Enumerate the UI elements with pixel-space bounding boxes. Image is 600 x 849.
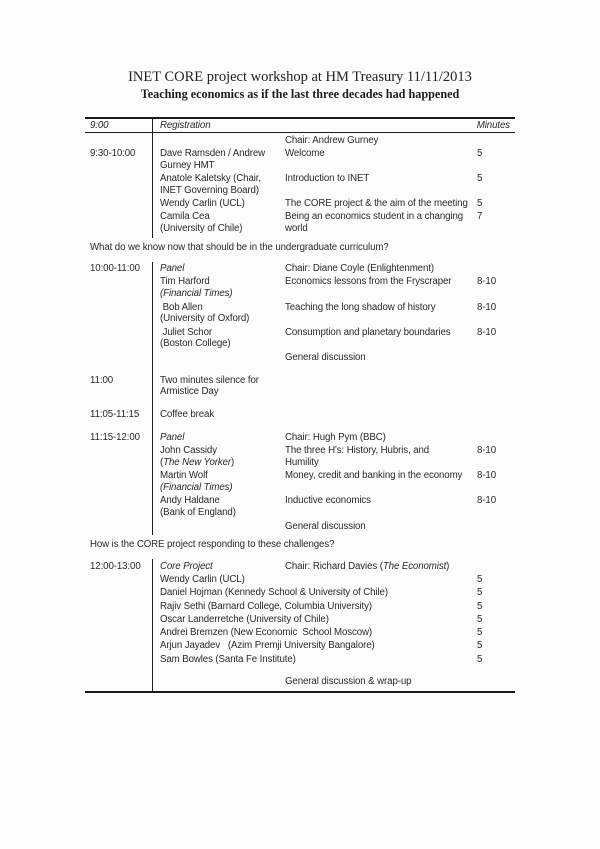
entry-topic xyxy=(277,432,459,444)
entry-time xyxy=(85,375,152,399)
entry-speaker xyxy=(152,432,277,444)
text: John Cassidy xyxy=(160,445,217,457)
entry-topic xyxy=(277,470,463,494)
text-line xyxy=(285,470,463,482)
entry-speaker xyxy=(152,173,277,197)
text: (University of Oxford) xyxy=(160,313,250,325)
text: ) xyxy=(446,560,450,572)
text-line xyxy=(90,432,152,444)
text: Juliet Schor xyxy=(160,326,213,338)
text-line xyxy=(160,601,459,613)
table-body xyxy=(85,133,515,691)
text-line xyxy=(285,457,459,469)
entry-speaker-topic xyxy=(152,574,459,586)
text: Coffee break xyxy=(160,409,215,421)
entry-speaker xyxy=(152,375,277,399)
text-line xyxy=(160,302,277,314)
table-header-row xyxy=(85,119,515,132)
text-line xyxy=(477,614,515,626)
text-line xyxy=(285,211,464,223)
text-line xyxy=(90,409,152,421)
entry-minutes xyxy=(459,561,515,573)
text: 8-10 xyxy=(477,326,496,338)
entry-minutes xyxy=(459,375,515,399)
text-line xyxy=(160,654,459,666)
text: ( xyxy=(160,457,164,469)
entry-time xyxy=(85,574,152,586)
entry-speaker xyxy=(152,327,277,351)
entry-minutes xyxy=(459,587,515,599)
text: 8-10 xyxy=(477,445,496,457)
text-line xyxy=(285,148,459,160)
schedule-entry xyxy=(85,601,515,613)
entry-topic xyxy=(277,676,459,688)
text: world xyxy=(285,223,308,235)
entry-time xyxy=(85,561,152,573)
text: Camila Cea xyxy=(160,211,210,223)
italic-text: The Economist xyxy=(382,560,447,572)
header-time: 9:00 xyxy=(90,120,109,131)
text: Oscar Landerretche (University of Chile) xyxy=(160,613,329,625)
text-line xyxy=(90,263,152,275)
entry-topic xyxy=(277,197,468,210)
text-line xyxy=(160,185,277,197)
text: 5 xyxy=(477,640,483,652)
text: INET Governing Board) xyxy=(160,184,259,196)
text-line xyxy=(160,561,277,573)
text: 11:05-11:15 xyxy=(90,409,140,421)
entry-speaker xyxy=(152,495,277,519)
entry-time xyxy=(85,352,152,364)
entry-time xyxy=(85,409,152,421)
section-heading xyxy=(90,539,515,551)
entry-topic xyxy=(277,375,459,399)
text-line xyxy=(160,409,277,421)
column-divider xyxy=(152,133,153,238)
text: (Bank of England) xyxy=(160,507,236,519)
entry-time xyxy=(85,432,152,444)
text: Chair: Andrew Gurney xyxy=(285,134,379,146)
entry-speaker xyxy=(152,521,277,533)
text-line xyxy=(160,614,459,626)
text: What do we know now that should be in the undergraduate curriculum? xyxy=(90,241,389,253)
schedule-entry xyxy=(85,409,515,421)
italic-text: Core Project xyxy=(160,560,213,572)
text-line xyxy=(160,338,277,350)
entry-minutes xyxy=(459,198,515,210)
italic-text: (Financial Times) xyxy=(160,482,233,494)
text: Welcome xyxy=(285,147,325,159)
text-line xyxy=(285,327,459,339)
text-line xyxy=(160,276,277,288)
text: Rajiv Sethi (Barnard College, Columbia University) xyxy=(160,600,372,612)
schedule-entry xyxy=(85,470,515,494)
schedule-entry xyxy=(85,521,515,533)
text: Money, credit and banking in the economy xyxy=(285,470,463,482)
entry-minutes xyxy=(459,640,515,652)
text: The three H's: History, Hubris, and xyxy=(285,445,430,457)
italic-text: Panel xyxy=(160,263,185,275)
text-line xyxy=(285,135,459,147)
entry-minutes xyxy=(459,327,515,351)
entry-speaker xyxy=(152,198,277,210)
header-registration: Registration xyxy=(160,120,211,131)
text: (Boston College) xyxy=(160,338,231,350)
text: Economics lessons from the Fryscraper xyxy=(285,276,452,288)
schedule-table xyxy=(85,117,515,693)
text: 5 xyxy=(477,573,483,585)
text: General discussion & wrap-up xyxy=(285,676,412,688)
entry-speaker xyxy=(152,148,277,172)
text-line xyxy=(160,173,277,185)
text: How is the CORE project responding to these challenges? xyxy=(90,539,335,551)
entry-minutes xyxy=(459,574,515,586)
text: 5 xyxy=(477,613,483,625)
entry-time xyxy=(85,327,152,351)
text: Martin Wolf xyxy=(160,470,208,482)
text: 5 xyxy=(477,172,483,184)
column-divider xyxy=(152,559,153,691)
text: Dave Ramsden / Andrew xyxy=(160,147,266,159)
text: Sam Bowles (Santa Fe Institute) xyxy=(160,653,296,665)
text-line xyxy=(285,432,459,444)
schedule-entry xyxy=(85,627,515,639)
text-line xyxy=(477,601,515,613)
text-line xyxy=(285,302,459,314)
text-line xyxy=(477,302,515,314)
text: 5 xyxy=(477,627,483,639)
entry-topic xyxy=(277,495,459,519)
text-line xyxy=(477,173,515,185)
text: Chair: Diane Coyle (Enlightenment) xyxy=(285,263,434,275)
text: 8-10 xyxy=(477,301,496,313)
text-line xyxy=(160,432,277,444)
text: Anatole Kaletsky (Chair, xyxy=(160,172,261,184)
entry-topic xyxy=(277,148,459,172)
text: Humility xyxy=(285,457,319,469)
schedule-entry xyxy=(85,211,515,235)
schedule-entry xyxy=(85,432,515,444)
schedule-entry xyxy=(85,375,515,399)
entry-speaker xyxy=(152,409,277,421)
text-line xyxy=(285,223,459,235)
text: 9:30-10:00 xyxy=(90,147,136,159)
schedule-entry xyxy=(85,276,515,300)
entry-topic xyxy=(277,173,459,197)
entry-time xyxy=(85,173,152,197)
text-line xyxy=(160,223,277,235)
text: 11:00 xyxy=(90,374,114,386)
text-line xyxy=(90,561,152,573)
schedule-entry xyxy=(85,640,515,652)
entry-minutes xyxy=(459,352,515,364)
text: Being an economics student in a changing xyxy=(285,211,464,223)
text-line xyxy=(160,386,277,398)
text-line xyxy=(160,327,277,339)
entry-speaker-topic xyxy=(152,640,459,652)
entry-minutes xyxy=(459,627,515,639)
entry-time xyxy=(85,470,152,494)
column-divider xyxy=(152,262,153,536)
entry-speaker-topic xyxy=(152,587,459,599)
text-line xyxy=(477,211,515,223)
text-line xyxy=(477,276,515,288)
entry-minutes xyxy=(459,521,515,533)
entry-time xyxy=(85,521,152,533)
text-line xyxy=(160,627,459,639)
entry-speaker-topic xyxy=(152,601,459,613)
entry-time xyxy=(85,676,152,688)
entry-time xyxy=(85,302,152,326)
entry-speaker xyxy=(152,276,277,300)
text-line xyxy=(160,457,277,469)
entry-speaker xyxy=(152,445,277,469)
entry-minutes xyxy=(459,601,515,613)
text-line xyxy=(477,587,515,599)
text: Andrei Bremzen (New Economic School Moscow) xyxy=(160,627,373,639)
text: Introduction to INET xyxy=(285,172,370,184)
text: Arjun Jayadev (Azim Premji University Bangalore) xyxy=(160,640,375,652)
section-heading xyxy=(90,242,515,254)
schedule-entry xyxy=(85,302,515,326)
text: Chair: Hugh Pym (BBC) xyxy=(285,431,386,443)
entry-topic xyxy=(277,409,459,421)
text: (University of Chile) xyxy=(160,223,243,235)
entry-time xyxy=(85,148,152,172)
italic-text: Panel xyxy=(160,431,185,443)
entry-speaker xyxy=(152,352,277,364)
text-line xyxy=(477,327,515,339)
text: Chair: Richard Davies ( xyxy=(285,560,383,572)
text: Two minutes silence for xyxy=(160,374,259,386)
entry-topic xyxy=(277,352,459,364)
text-line xyxy=(160,640,459,652)
text-line xyxy=(160,160,277,172)
text: Wendy Carlin (UCL) xyxy=(160,197,245,209)
entry-minutes xyxy=(459,614,515,626)
text-line xyxy=(90,375,152,387)
entry-time xyxy=(85,135,152,147)
column-divider xyxy=(152,119,153,132)
text: 11:15-12:00 xyxy=(90,431,140,443)
schedule-entry xyxy=(85,574,515,586)
entry-time xyxy=(85,263,152,275)
schedule-entry xyxy=(85,135,515,147)
entry-time xyxy=(85,276,152,300)
schedule-entry xyxy=(85,587,515,599)
entry-topic xyxy=(277,276,459,300)
text-line xyxy=(285,445,459,457)
entry-speaker xyxy=(152,302,277,326)
text-line xyxy=(285,173,459,185)
schedule-block xyxy=(85,133,515,238)
entry-minutes xyxy=(459,409,515,421)
entry-speaker-topic xyxy=(152,627,459,639)
table-bottom-rule xyxy=(85,691,515,693)
text: Daniel Hojman (Kennedy School & University of Chile) xyxy=(160,587,388,599)
text-line xyxy=(285,263,459,275)
entry-time xyxy=(85,614,152,626)
entry-time xyxy=(85,654,152,666)
text-line xyxy=(477,654,515,666)
entry-minutes xyxy=(459,211,515,235)
text-line xyxy=(160,574,459,586)
entry-minutes xyxy=(459,654,515,666)
text: Armistice Day xyxy=(160,386,219,398)
text: The CORE project & the aim of the meeting xyxy=(285,197,468,209)
text-line xyxy=(285,676,459,688)
schedule-entry xyxy=(85,445,515,469)
text: Bob Allen xyxy=(160,301,203,313)
entry-topic xyxy=(277,327,459,351)
doc-subtitle: Teaching economics as if the last three decades had happened xyxy=(140,87,460,101)
text-line xyxy=(160,495,277,507)
entry-speaker xyxy=(152,676,277,688)
entry-time xyxy=(85,627,152,639)
entry-topic xyxy=(277,302,459,326)
entry-minutes xyxy=(459,148,515,172)
text-line xyxy=(160,470,277,482)
schedule-entry xyxy=(85,676,515,688)
entry-minutes xyxy=(459,263,515,275)
text-line xyxy=(160,211,277,223)
text: 12:00-13:00 xyxy=(90,560,141,572)
entry-topic xyxy=(277,521,459,533)
text-line xyxy=(285,495,459,507)
entry-time xyxy=(85,211,152,235)
text: 10:00-11:00 xyxy=(90,263,140,275)
text-line xyxy=(285,352,459,364)
entry-minutes xyxy=(459,445,515,469)
entry-topic xyxy=(277,263,459,275)
entry-minutes xyxy=(459,470,515,494)
text-line xyxy=(285,276,459,288)
text-line xyxy=(477,470,515,482)
text-line xyxy=(477,445,515,457)
schedule-block xyxy=(85,559,515,691)
doc-title: INET CORE project workshop at HM Treasury 11/11/2013 xyxy=(128,69,472,85)
text: 8-10 xyxy=(477,495,496,507)
text: Tim Harford xyxy=(160,276,210,288)
schedule-entry xyxy=(85,495,515,519)
text-line xyxy=(477,148,515,160)
text-line xyxy=(160,587,459,599)
text: Inductive economics xyxy=(285,495,371,507)
text-line xyxy=(160,445,277,457)
text-line xyxy=(160,288,277,300)
entry-speaker xyxy=(152,135,277,147)
text-line xyxy=(160,263,277,275)
text-line xyxy=(285,561,459,573)
text-line xyxy=(160,313,277,325)
schedule-entry xyxy=(85,327,515,351)
entry-topic xyxy=(277,211,464,235)
text: 8-10 xyxy=(477,276,496,288)
entry-time xyxy=(85,445,152,469)
entry-minutes xyxy=(459,495,515,519)
entry-speaker xyxy=(152,263,277,275)
header-minutes: Minutes xyxy=(476,120,510,131)
text: 5 xyxy=(477,587,483,599)
entry-minutes xyxy=(459,302,515,326)
italic-text: The New Yorker xyxy=(163,457,232,469)
text: 5 xyxy=(477,653,483,665)
text-line xyxy=(477,640,515,652)
text: General discussion xyxy=(285,351,366,363)
schedule-entry xyxy=(85,614,515,626)
text: 5 xyxy=(477,600,483,612)
entry-time xyxy=(85,198,152,210)
text-line xyxy=(160,507,277,519)
text: General discussion xyxy=(285,520,366,532)
entry-speaker xyxy=(152,211,277,235)
text-line xyxy=(285,521,459,533)
text: Wendy Carlin (UCL) xyxy=(160,573,245,585)
text-line xyxy=(160,148,277,160)
text-line xyxy=(477,574,515,586)
text: 8-10 xyxy=(477,470,496,482)
entry-minutes xyxy=(459,135,515,147)
entry-minutes xyxy=(459,173,515,197)
text-line xyxy=(160,198,277,210)
schedule-entry xyxy=(85,352,515,364)
entry-minutes xyxy=(459,676,515,688)
entry-time xyxy=(85,640,152,652)
entry-topic xyxy=(277,445,459,469)
entry-speaker xyxy=(152,561,277,573)
schedule-block xyxy=(85,262,515,536)
text-line xyxy=(160,375,277,387)
entry-minutes xyxy=(459,276,515,300)
entry-time xyxy=(85,587,152,599)
text-line xyxy=(477,627,515,639)
entry-time xyxy=(85,495,152,519)
text: 5 xyxy=(477,147,483,159)
italic-text: (Financial Times) xyxy=(160,288,233,300)
entry-speaker-topic xyxy=(152,614,459,626)
text: Gurney HMT xyxy=(160,159,215,171)
schedule-entry xyxy=(85,148,515,172)
text-line xyxy=(90,148,152,160)
entry-minutes xyxy=(459,432,515,444)
schedule-entry xyxy=(85,263,515,275)
entry-speaker-topic xyxy=(152,654,459,666)
text: ) xyxy=(231,457,235,469)
text: Teaching the long shadow of history xyxy=(285,301,436,313)
schedule-entry xyxy=(85,173,515,197)
entry-topic xyxy=(277,135,459,147)
entry-topic xyxy=(277,561,459,573)
text: 7 xyxy=(477,211,483,223)
text-line xyxy=(285,197,468,210)
schedule-entry xyxy=(85,198,515,210)
entry-speaker xyxy=(152,470,277,494)
text: Andy Haldane xyxy=(160,495,220,507)
schedule-entry xyxy=(85,654,515,666)
text: 5 xyxy=(477,197,483,209)
entry-time xyxy=(85,601,152,613)
text-line xyxy=(477,198,515,210)
schedule-entry xyxy=(85,561,515,573)
text-line xyxy=(477,495,515,507)
text-line xyxy=(160,482,277,494)
text: Consumption and planetary boundaries xyxy=(285,326,451,338)
